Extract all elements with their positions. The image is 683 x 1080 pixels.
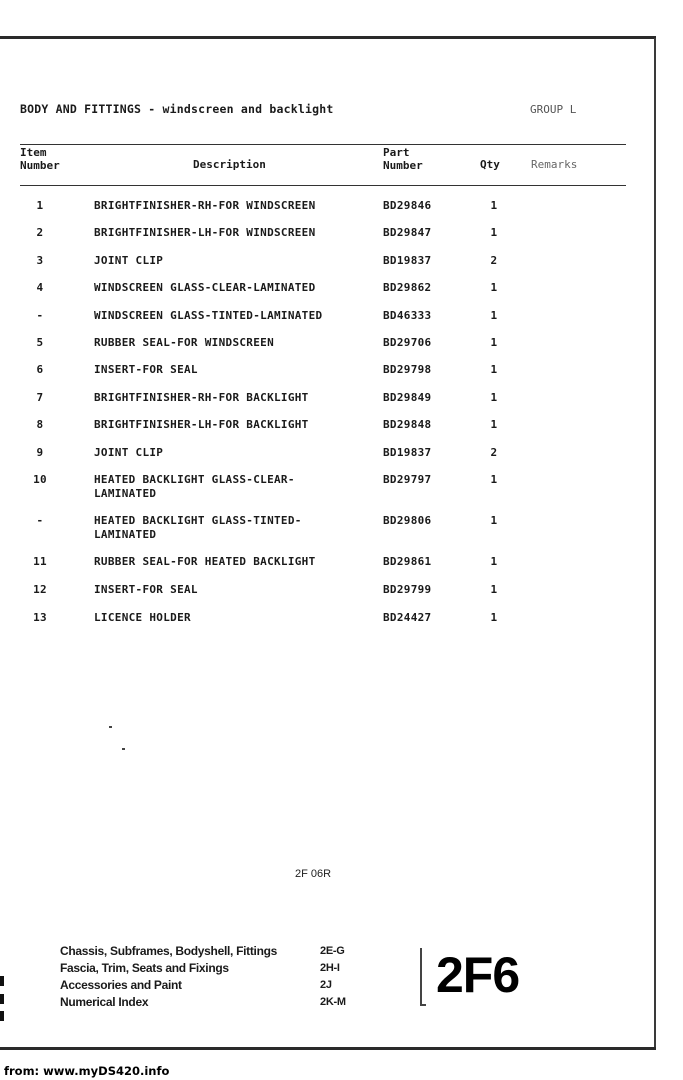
scan-speck — [109, 726, 112, 728]
qty-cell: 1 — [490, 336, 498, 349]
part-number-cell: BD29862 — [383, 281, 432, 294]
index-code: 2K-M — [320, 996, 346, 1008]
index-code: 2J — [320, 979, 332, 991]
item-number-cell: 10 — [33, 473, 47, 486]
qty-cell: 1 — [490, 309, 498, 322]
section-index — [60, 943, 360, 1011]
qty-cell: 2 — [490, 254, 498, 267]
item-number-cell: 7 — [36, 391, 44, 404]
part-number-cell: BD24427 — [383, 611, 432, 624]
part-number-cell: BD29846 — [383, 199, 432, 212]
qty-cell: 1 — [490, 583, 498, 596]
table-header-bottom-rule — [20, 185, 626, 186]
index-row — [60, 960, 360, 977]
item-number-cell: 8 — [36, 418, 44, 431]
description-cell: WINDSCREEN GLASS-CLEAR-LAMINATED — [94, 281, 316, 294]
qty-cell: 1 — [490, 555, 498, 568]
qty-cell: 1 — [490, 418, 498, 431]
qty-cell: 2 — [490, 446, 498, 459]
index-code: 2H-I — [320, 962, 340, 974]
frame-right-line — [654, 38, 656, 1050]
fiche-code-bracket — [420, 948, 426, 1006]
part-number-cell: BD19837 — [383, 254, 432, 267]
item-number-cell: 4 — [36, 281, 44, 294]
item-number-cell: 13 — [33, 611, 47, 624]
part-number-cell: BD29706 — [383, 336, 432, 349]
part-number-cell: BD29849 — [383, 391, 432, 404]
qty-cell: 1 — [490, 199, 498, 212]
item-number-cell: - — [36, 309, 44, 322]
part-number-cell: BD29848 — [383, 418, 432, 431]
index-code: 2E-G — [320, 945, 345, 957]
part-number-cell: BD46333 — [383, 309, 432, 322]
description-cell: JOINT CLIP — [94, 446, 164, 459]
item-number-cell: - — [36, 514, 44, 527]
source-url: from: www.myDS420.info — [4, 1064, 170, 1078]
index-label: Numerical Index — [60, 995, 149, 1009]
column-header-part-number: Part Number — [383, 146, 423, 172]
qty-cell: 1 — [490, 226, 498, 239]
item-number-cell: 1 — [36, 199, 44, 212]
description-cell: LICENCE HOLDER — [94, 611, 191, 624]
column-header-item-number: Item Number — [20, 146, 60, 172]
description-cell: BRIGHTFINISHER-RH-FOR BACKLIGHT — [94, 391, 309, 404]
column-header-description: Description — [193, 158, 266, 171]
document-title: BODY AND FITTINGS - windscreen and backlight — [20, 102, 334, 116]
frame-bottom-line — [0, 1047, 656, 1050]
description-cell: JOINT CLIP — [94, 254, 164, 267]
description-cell: BRIGHTFINISHER-LH-FOR BACKLIGHT — [94, 418, 309, 431]
item-number-cell: 3 — [36, 254, 44, 267]
description-cell: RUBBER SEAL-FOR WINDSCREEN — [94, 336, 274, 349]
part-number-cell: BD29861 — [383, 555, 432, 568]
qty-cell: 1 — [490, 473, 498, 486]
description-cell: BRIGHTFINISHER-LH-FOR WINDSCREEN — [94, 226, 316, 239]
edge-mark — [0, 976, 4, 986]
part-number-cell: BD29799 — [383, 583, 432, 596]
index-row — [60, 994, 360, 1011]
item-number-cell: 2 — [36, 226, 44, 239]
index-row — [60, 977, 360, 994]
column-header-qty: Qty — [480, 158, 500, 171]
part-number-cell: BD29847 — [383, 226, 432, 239]
qty-cell: 1 — [490, 611, 498, 624]
frame-top-line — [0, 36, 656, 39]
index-label: Accessories and Paint — [60, 978, 182, 992]
qty-cell: 1 — [490, 281, 498, 294]
description-cell: HEATED BACKLIGHT GLASS-TINTED- LAMINATED — [94, 514, 302, 541]
edge-mark — [0, 994, 4, 1004]
index-label: Fascia, Trim, Seats and Fixings — [60, 961, 229, 975]
qty-cell: 1 — [490, 363, 498, 376]
edge-mark — [0, 1011, 4, 1021]
column-header-remarks: Remarks — [531, 158, 578, 171]
item-number-cell: 9 — [36, 446, 44, 459]
part-number-cell: BD19837 — [383, 446, 432, 459]
description-cell: INSERT-FOR SEAL — [94, 363, 198, 376]
description-cell: RUBBER SEAL-FOR HEATED BACKLIGHT — [94, 555, 316, 568]
qty-cell: 1 — [490, 391, 498, 404]
item-number-cell: 6 — [36, 363, 44, 376]
part-number-cell: BD29806 — [383, 514, 432, 527]
part-number-cell: BD29797 — [383, 473, 432, 486]
description-cell: BRIGHTFINISHER-RH-FOR WINDSCREEN — [94, 199, 316, 212]
part-number-cell: BD29798 — [383, 363, 432, 376]
index-row — [60, 943, 360, 960]
item-number-cell: 12 — [33, 583, 47, 596]
item-number-cell: 11 — [33, 555, 47, 568]
page-code: 2F 06R — [295, 868, 332, 880]
qty-cell: 1 — [490, 514, 498, 527]
index-label: Chassis, Subframes, Bodyshell, Fittings — [60, 944, 278, 958]
fiche-code: 2F6 — [436, 947, 520, 1003]
item-number-cell: 5 — [36, 336, 44, 349]
description-cell: HEATED BACKLIGHT GLASS-CLEAR- LAMINATED — [94, 473, 295, 500]
description-cell: INSERT-FOR SEAL — [94, 583, 198, 596]
table-header-top-rule — [20, 144, 626, 145]
group-label: GROUP L — [530, 103, 577, 116]
description-cell: WINDSCREEN GLASS-TINTED-LAMINATED — [94, 309, 323, 322]
scan-speck — [122, 748, 125, 750]
